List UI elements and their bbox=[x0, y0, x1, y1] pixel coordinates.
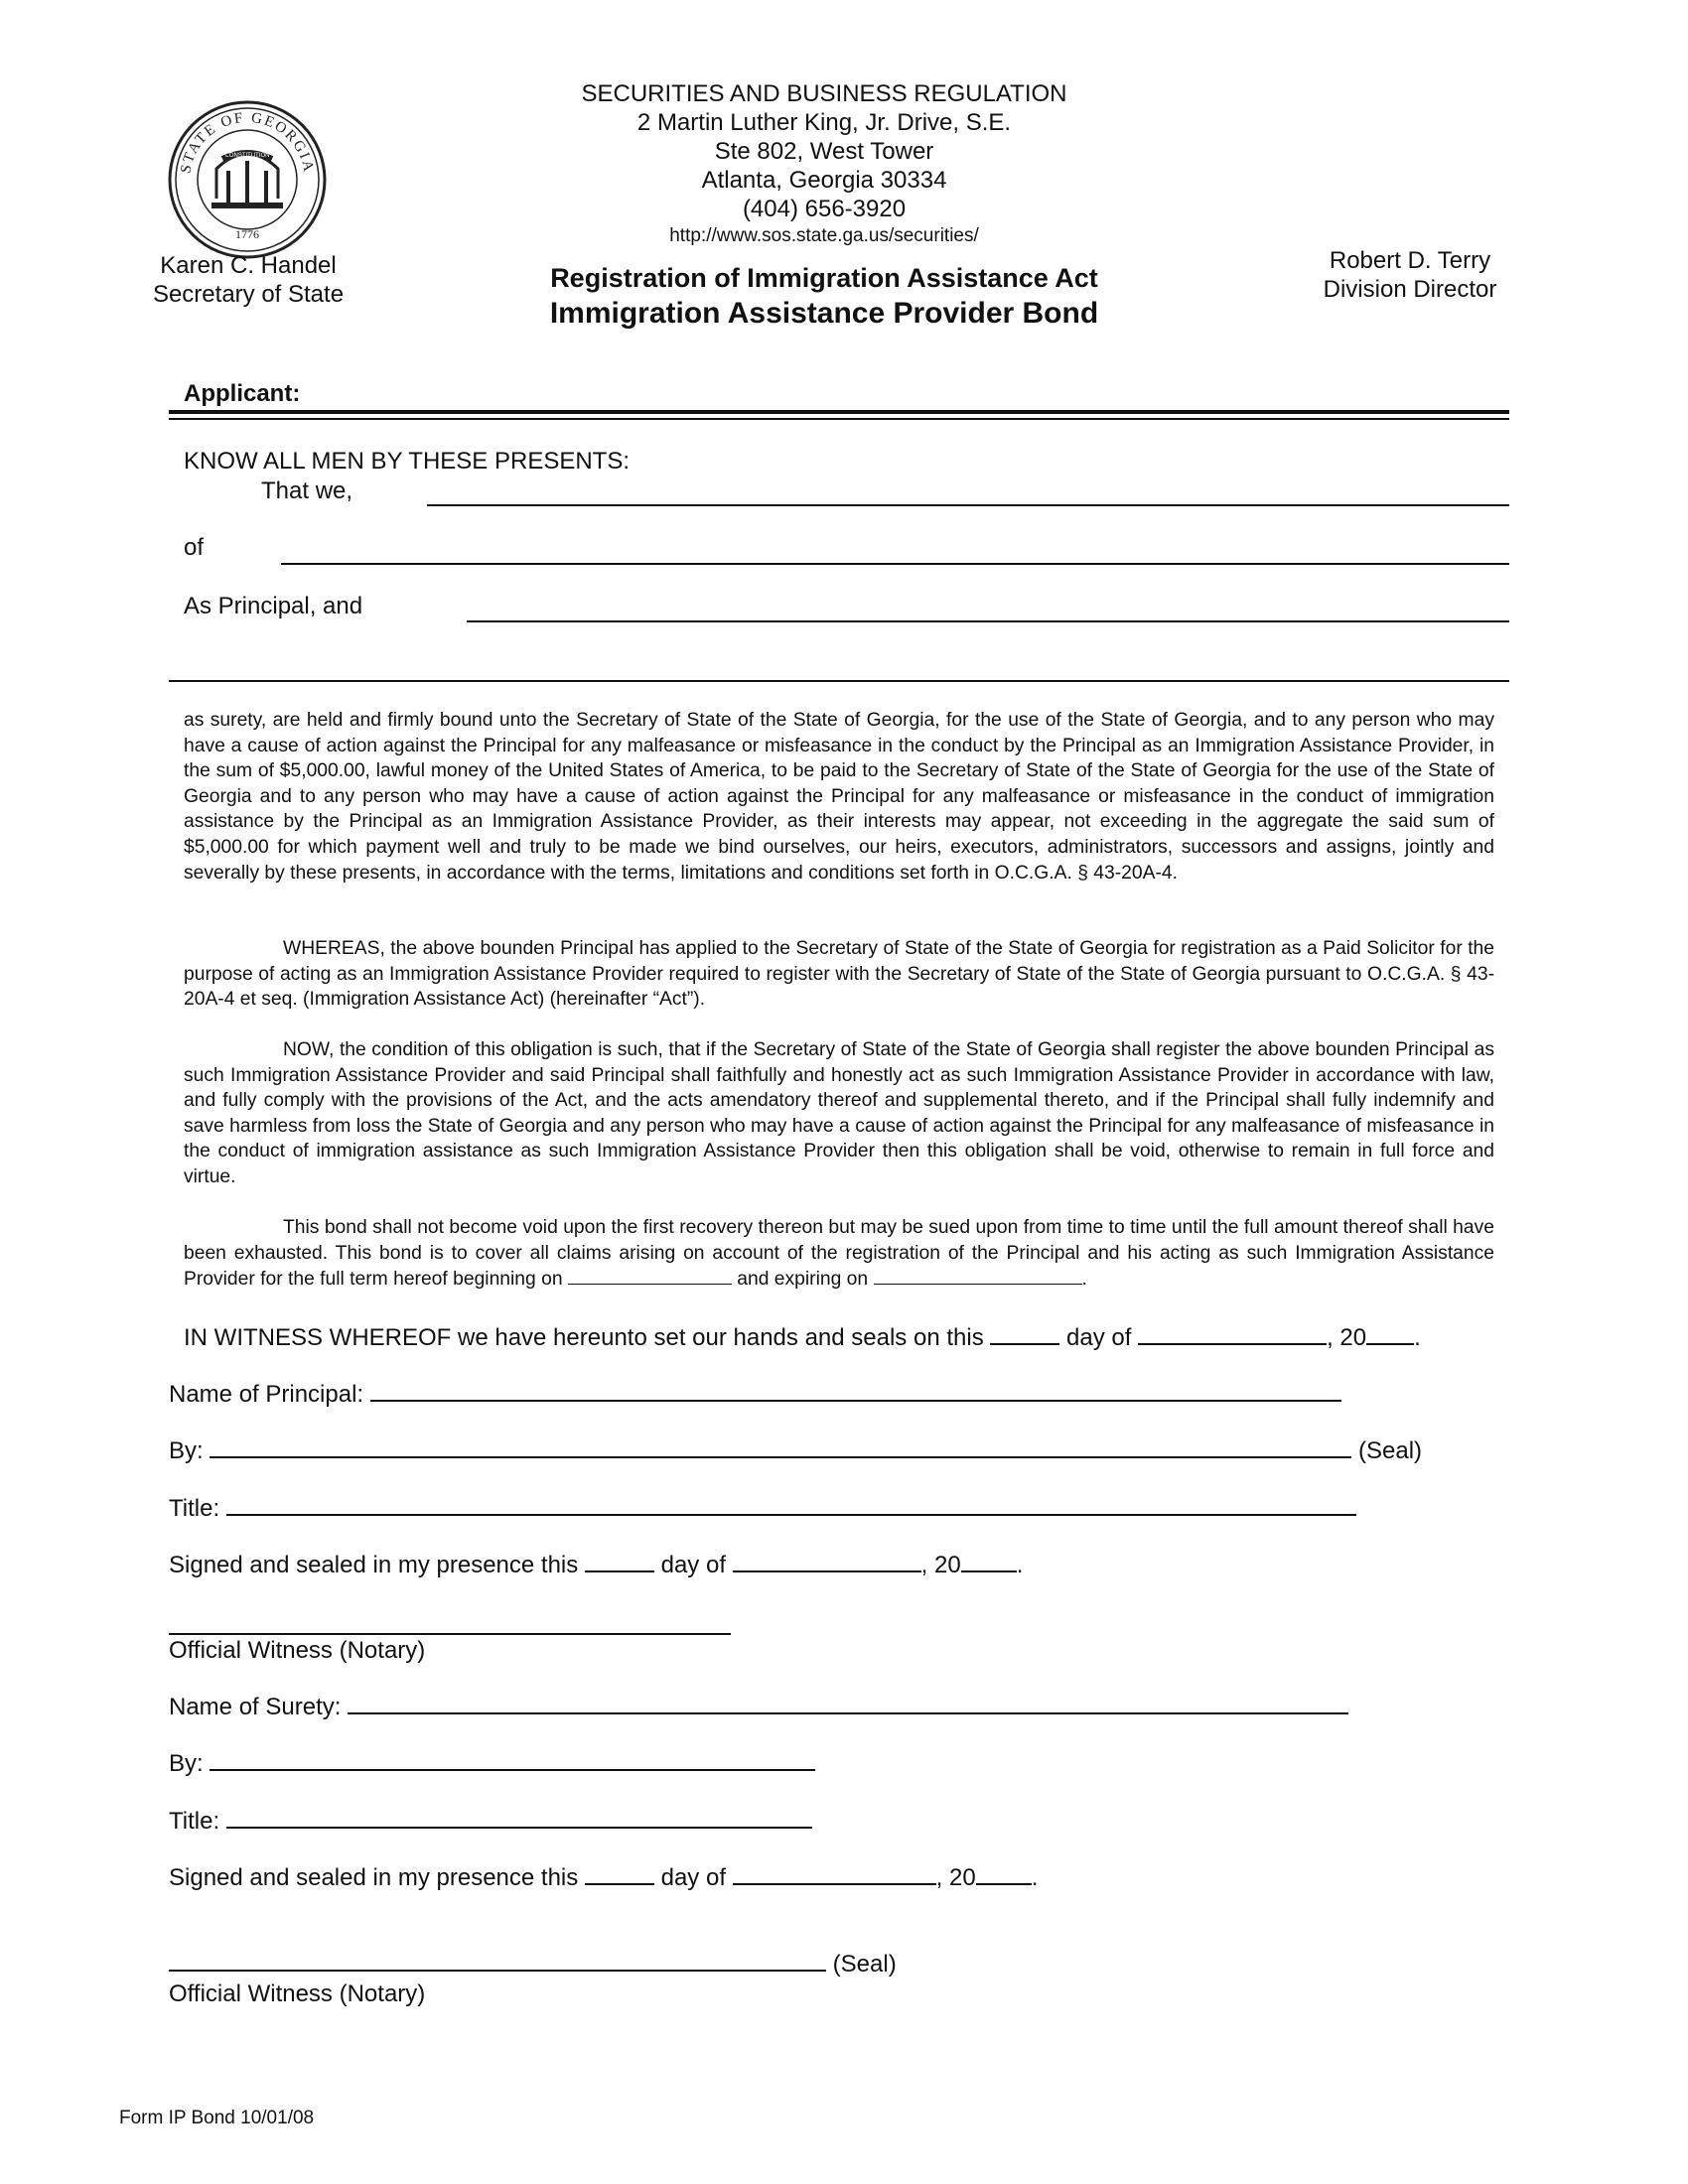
agency-address-line1: 2 Martin Luther King, Jr. Drive, S.E. bbox=[636, 109, 1012, 136]
agency-url[interactable]: http://www.sos.state.ga.us/securities/ bbox=[669, 225, 979, 246]
principal-signed-end-period: . bbox=[1016, 1552, 1024, 1578]
principal-signed-year-prefix: , 20 bbox=[920, 1552, 961, 1578]
surety-name-row bbox=[169, 1691, 1348, 1722]
principal-signed-day-of: day of bbox=[660, 1552, 726, 1578]
secretary-title: Secretary of State bbox=[152, 281, 345, 308]
agency-name: SECURITIES AND BUSINESS REGULATION bbox=[581, 80, 1067, 107]
witness-year-field[interactable] bbox=[1366, 1321, 1414, 1345]
surety-by-row bbox=[169, 1747, 815, 1779]
principal-notary-label: Official Witness (Notary) bbox=[169, 1637, 426, 1664]
surety-signed-month-field[interactable] bbox=[733, 1861, 936, 1885]
principal-name-row bbox=[169, 1378, 1341, 1410]
surety-signed-day-of: day of bbox=[660, 1864, 726, 1891]
header-divider-thick bbox=[169, 410, 1509, 414]
surety-signed-year-prefix: , 20 bbox=[935, 1864, 976, 1891]
of-field[interactable] bbox=[281, 563, 1509, 565]
applicant-label: Applicant: bbox=[184, 380, 301, 407]
surety-name-field[interactable] bbox=[467, 620, 1509, 622]
term-begin-date-field[interactable] bbox=[568, 1266, 732, 1285]
principal-by-row bbox=[169, 1434, 1422, 1466]
surety-title-row bbox=[169, 1805, 812, 1837]
witness-text: IN WITNESS WHEREOF we have hereunto set our hands and seals on this bbox=[184, 1324, 984, 1351]
agency-header bbox=[477, 79, 1172, 249]
bond-paragraph-now: NOW, the condition of this obligation is such, that if the Secretary of State of the State of Georgia shall register the above bounden Principal as such Immigration Assistance Provider and said Principal shall faithfully and honestly act as such Immigration Assistance Provider in accordance with law, and fully comply with the provisions of the Act, and the acts amendatory thereof and supplemental thereto, and if the Principal shall fully indemnify and save harmless from loss the State of Georgia and any person who may have a cause of action against the Principal for any malfeasance of misfeasance in the conduct of immigration assistance as such Immigration Assistance Provider then this obligation shall be void, otherwise to remain in full force and virtue. bbox=[184, 1039, 1494, 1187]
know-all-men-text: KNOW ALL MEN BY THESE PRESENTS: bbox=[184, 448, 631, 475]
surety-notary-row bbox=[169, 1948, 897, 1979]
witness-month-field[interactable] bbox=[1138, 1321, 1327, 1345]
witness-end-period: . bbox=[1414, 1324, 1421, 1351]
surety-signed-year-field[interactable] bbox=[976, 1861, 1032, 1885]
that-we-label: That we, bbox=[261, 478, 353, 504]
secretary-of-state-block bbox=[119, 251, 377, 309]
principal-title-row bbox=[169, 1492, 1356, 1524]
director-name: Robert D. Terry bbox=[1329, 247, 1491, 274]
principal-by-label: By: bbox=[169, 1437, 204, 1464]
witness-day-field[interactable] bbox=[990, 1321, 1059, 1345]
svg-text:CONSTITUTION: CONSTITUTION bbox=[224, 153, 270, 159]
witness-day-of: day of bbox=[1066, 1324, 1132, 1351]
surety-by-field[interactable] bbox=[210, 1747, 815, 1771]
header-divider-thin bbox=[169, 418, 1509, 420]
surety-seal-label: (Seal) bbox=[832, 1951, 897, 1978]
surety-title-field[interactable] bbox=[226, 1805, 812, 1829]
term-end-period: . bbox=[1081, 1269, 1087, 1291]
term-text: This bond shall not become void upon the first recovery thereon but may be sued upon from time to time until the full amount thereof shall have been exhausted. This bond is to cover all claims arising on account of the registration of the Principal and his acting as such Immigration Assistance Provider for the full term hereof beginning on bbox=[184, 1217, 1494, 1291]
svg-text:STATE OF GEORGIA: STATE OF GEORGIA bbox=[178, 109, 317, 175]
surety-name-label: Name of Surety: bbox=[169, 1694, 342, 1720]
principal-seal-label: (Seal) bbox=[1358, 1437, 1423, 1464]
that-we-field[interactable] bbox=[427, 504, 1509, 506]
surety-title-label: Title: bbox=[169, 1808, 220, 1835]
surety-signed-end-period: . bbox=[1031, 1864, 1039, 1891]
agency-address-line3: Atlanta, Georgia 30334 bbox=[701, 167, 947, 194]
term-expiring-text: and expiring on bbox=[737, 1269, 869, 1291]
principal-signed-day-field[interactable] bbox=[585, 1549, 654, 1572]
surety-signed-day-field[interactable] bbox=[585, 1861, 654, 1885]
director-title: Division Director bbox=[1323, 276, 1497, 303]
bond-paragraph-term bbox=[184, 1215, 1494, 1293]
principal-signed-year-field[interactable] bbox=[961, 1549, 1017, 1572]
form-title-act: Registration of Immigration Assistance Act bbox=[550, 263, 1098, 293]
bond-paragraph-1: as surety, are held and firmly bound unto the Secretary of State of the State of Georgia, for the use of the State of Georgia, and to any person who may have a cause of action against the Principal for any malfeasance or misfeasance in the conduct by the Principal as an Immigration Assistance Provider, in the sum of $5,000.00, lawful money of the United States of America, to be paid to the Secretary of State of the State of Georgia for the use of the State of Georgia and to any person who may have a cause of action against the Principal for any malfeasance or misfeasance in the conduct of immigration assistance by the Principal as an Immigration Assistance Provider, as their interests may appear, not exceeding in the aggregate the said sum of $5,000.00 for which payment well and truly to be made we bind ourselves, our heirs, executors, administrators, successors and assigns, jointly and severally by these presents, in accordance with the terms, limitations and conditions set forth in O.C.G.A. § 43-20A-4. bbox=[184, 710, 1494, 884]
surety-name-sign-field[interactable] bbox=[348, 1691, 1348, 1714]
witness-year-prefix: , 20 bbox=[1327, 1324, 1367, 1351]
principal-signed-row bbox=[169, 1549, 1023, 1580]
principal-name-label: Name of Principal: bbox=[169, 1381, 364, 1408]
principal-title-field[interactable] bbox=[226, 1492, 1356, 1516]
surety-notary-signature-field[interactable] bbox=[169, 1948, 826, 1972]
bond-paragraph-whereas: WHEREAS, the above bounden Principal has applied to the Secretary of State of the State of Georgia for registration as a Paid Solicitor for the purpose of acting as an Immigration Assistance Provider required to register with the Secretary of State of the State of Georgia pursuant to O.C.G.A. § 43-20A-4 et seq. (Immigration Assistance Act) (hereinafter “Act”). bbox=[184, 938, 1494, 1011]
of-label: of bbox=[184, 534, 205, 561]
as-principal-label: As Principal, and bbox=[184, 593, 363, 619]
principal-title-label: Title: bbox=[169, 1495, 220, 1522]
surety-signed-row bbox=[169, 1861, 1038, 1893]
agency-phone: (404) 656-3920 bbox=[742, 196, 907, 222]
principal-by-field[interactable] bbox=[210, 1434, 1351, 1458]
principal-signed-month-field[interactable] bbox=[733, 1549, 921, 1572]
principal-signed-text: Signed and sealed in my presence this bbox=[169, 1552, 579, 1578]
surety-address-field[interactable] bbox=[169, 680, 1509, 682]
term-end-date-field[interactable] bbox=[874, 1266, 1082, 1285]
form-title-bond: Immigration Assistance Provider Bond bbox=[549, 297, 1099, 330]
svg-text:1776: 1776 bbox=[235, 227, 259, 241]
surety-notary-label: Official Witness (Notary) bbox=[169, 1980, 426, 2007]
witness-line bbox=[184, 1321, 1421, 1353]
surety-signed-text: Signed and sealed in my presence this bbox=[169, 1864, 579, 1891]
principal-name-field[interactable] bbox=[370, 1378, 1341, 1402]
surety-by-label: By: bbox=[169, 1750, 204, 1777]
secretary-name: Karen C. Handel bbox=[160, 252, 337, 279]
principal-notary-signature-field[interactable] bbox=[169, 1633, 731, 1635]
division-director-block bbox=[1281, 246, 1539, 304]
agency-address-line2: Ste 802, West Tower bbox=[714, 138, 934, 165]
georgia-state-seal bbox=[167, 99, 328, 260]
form-footer-id: Form IP Bond 10/01/08 bbox=[119, 2108, 315, 2128]
